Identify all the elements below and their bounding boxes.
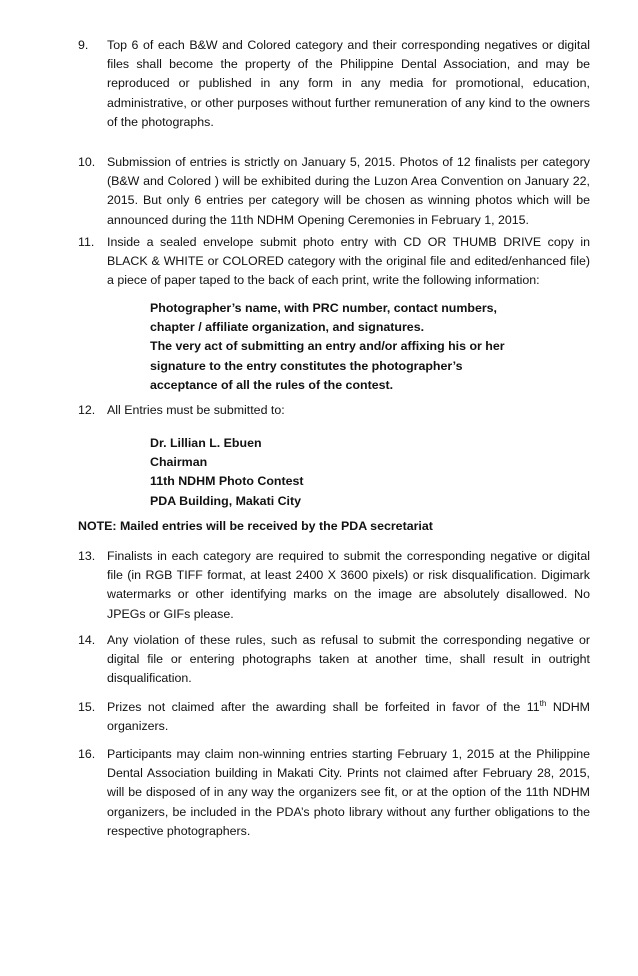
item-text: Any violation of these rules, such as refusal to submit the corresponding negative or digital file or entering photographs taken at another time, shall result in outright disqualification. [107, 633, 590, 686]
rule-item-12 [78, 401, 590, 420]
item-text: Finalists in each category are required to submit the corresponding negative or digital file (in RGB TIFF format, at least 2400 X 3600 pixels) or risk disqualification. Digimark watermarks or other identifying marks on the image are absolutely disallowed. No JPEGs or GIFs please. [107, 549, 590, 621]
item-text: Inside a sealed envelope submit photo entry with CD OR THUMB DRIVE copy in BLACK & WHITE or COLORED category with the original file and edited/enhanced file) a piece of paper taped to the back of each print, write the following information: [107, 235, 590, 288]
address-line: PDA Building, Makati City [150, 493, 301, 508]
rule-item-13 [78, 547, 590, 624]
item-number: 13. [78, 549, 96, 563]
info-line: acceptance of all the rules of the contest. [150, 377, 394, 392]
address-block [150, 434, 570, 511]
rule-item-15 [78, 698, 590, 736]
rule-item-14 [78, 631, 590, 689]
item-number: 14. [78, 633, 96, 647]
info-line: signature to the entry constitutes the photographer’s [150, 358, 463, 373]
item-number: 9. [78, 38, 89, 52]
info-line: Photographer’s name, with PRC number, contact numbers, [150, 301, 497, 315]
item-number: 16. [78, 747, 96, 761]
item-text [107, 698, 590, 736]
required-info-block [150, 299, 570, 395]
item-text: All Entries must be submitted to: [107, 403, 285, 417]
item-text: Submission of entries is strictly on January 5, 2015. Photos of 12 finalists per category (B&W and Colored ) will be exhibited during the Luzon Area Convention on January 22, 2015. But only 6 entries per category will be chosen as winning photos which will be announced during the 11th NDHM Opening Ceremonies in February 1, 2015. [107, 155, 590, 227]
item-number: 11. [78, 235, 95, 249]
item-text: Top 6 of each B&W and Colored category and their corresponding negatives or digital files shall become the property of the Philippine Dental Association, and may be reproduced or published in any form in any media for promotional, education, administrative, or other purposes without further remuneration of any kind to the owners of the photographs. [107, 38, 590, 129]
item-number: 10. [78, 155, 96, 169]
address-line: Dr. Lillian L. Ebuen [150, 436, 262, 450]
note-mailed-entries: NOTE: Mailed entries will be received by the PDA secretariat [78, 519, 433, 533]
item-number: 15. [78, 700, 96, 714]
address-line: Chairman [150, 455, 208, 470]
item-text-before: Prizes not claimed after the awarding shall be forfeited in favor of the 11 [107, 700, 540, 714]
rule-item-16 [78, 745, 590, 841]
ordinal-suffix: th [539, 698, 547, 708]
item-number: 12. [78, 403, 96, 417]
rule-item-9 [78, 36, 590, 132]
address-line: 11th NDHM Photo Contest [150, 474, 304, 489]
rule-item-10 [78, 153, 590, 230]
rule-item-11 [78, 233, 590, 291]
info-line: The very act of submitting an entry and/or affixing his or her [150, 339, 505, 354]
info-line: chapter / affiliate organization, and signatures. [150, 320, 425, 335]
item-text-after: NDHM organizers. [107, 700, 591, 734]
item-text: Participants may claim non-winning entries starting February 1, 2015 at the Philippine Dental Association building in Makati City. Prints not claimed after February 28, 2015, will be disposed of in any way the organizers see fit, or at the option of the 11th NDHM organizers, be included in the PDA’s photo library without any further obligations to the respective photographers. [107, 747, 590, 838]
